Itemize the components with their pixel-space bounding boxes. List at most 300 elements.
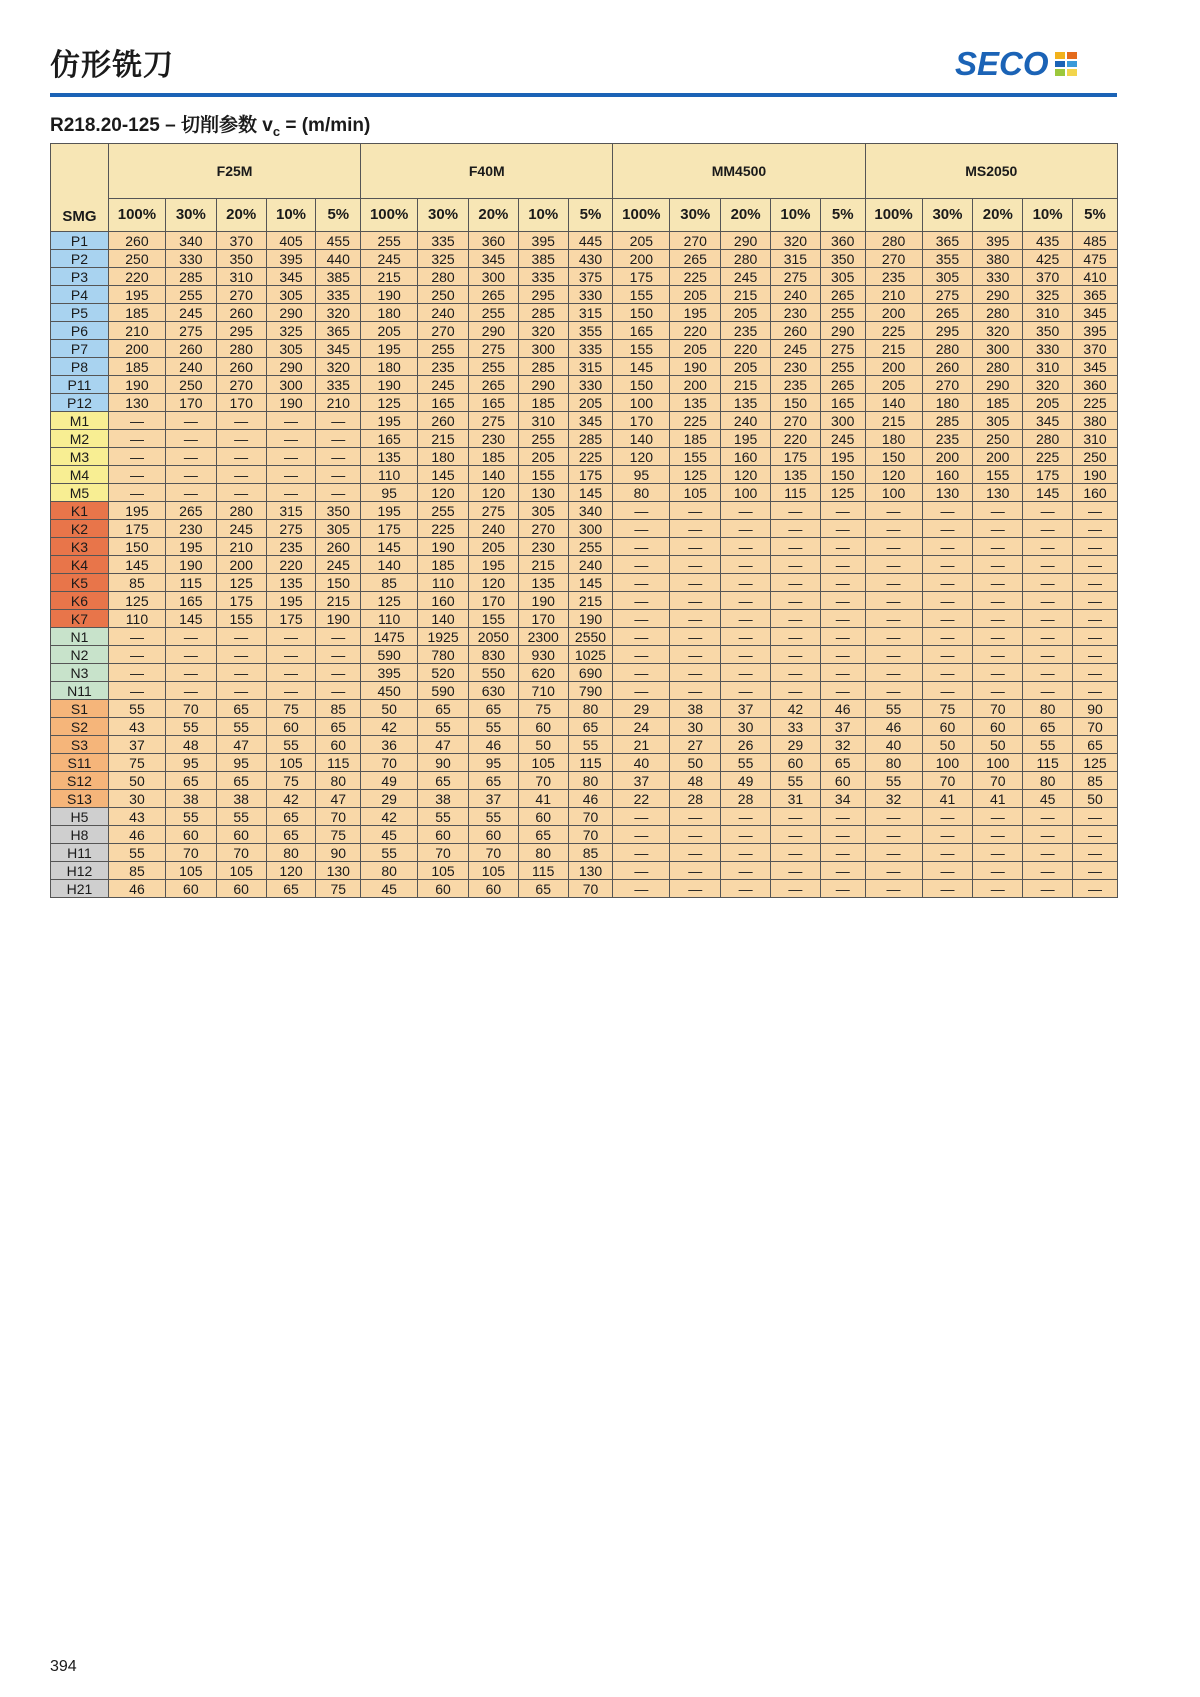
smg-cell: K3	[51, 538, 109, 556]
value-cell: 40	[865, 736, 922, 754]
value-cell: 43	[108, 718, 165, 736]
value-cell: —	[1023, 682, 1073, 700]
value-cell: 55	[361, 844, 418, 862]
value-cell: —	[670, 880, 721, 898]
value-cell: 255	[418, 502, 469, 520]
value-cell: 260	[108, 232, 165, 250]
percent-header: 20%	[468, 199, 518, 232]
value-cell: 65	[165, 772, 216, 790]
group-header: F40M	[361, 144, 613, 199]
smg-cell: M3	[51, 448, 109, 466]
value-cell: 85	[108, 862, 165, 880]
value-cell: 255	[518, 430, 568, 448]
table-row	[51, 646, 1118, 664]
value-cell: —	[771, 628, 821, 646]
value-cell: 290	[518, 376, 568, 394]
value-cell: —	[316, 466, 361, 484]
value-cell: 220	[266, 556, 316, 574]
value-cell: 46	[568, 790, 613, 808]
value-cell: 80	[1023, 772, 1073, 790]
value-cell: 190	[1073, 466, 1118, 484]
smg-cell: K5	[51, 574, 109, 592]
value-cell: —	[1023, 844, 1073, 862]
value-cell: 290	[973, 286, 1023, 304]
value-cell: —	[670, 610, 721, 628]
value-cell: —	[216, 664, 266, 682]
value-cell: 60	[418, 880, 469, 898]
value-cell: 205	[721, 358, 771, 376]
value-cell: —	[670, 574, 721, 592]
value-cell: 70	[361, 754, 418, 772]
value-cell: —	[670, 538, 721, 556]
value-cell: —	[670, 592, 721, 610]
value-cell: 1475	[361, 628, 418, 646]
value-cell: —	[1023, 556, 1073, 574]
value-cell: 75	[266, 700, 316, 718]
value-cell: —	[721, 682, 771, 700]
value-cell: 295	[518, 286, 568, 304]
value-cell: 225	[1073, 394, 1118, 412]
value-cell: 100	[973, 754, 1023, 772]
value-cell: 205	[361, 322, 418, 340]
value-cell: —	[820, 538, 865, 556]
value-cell: —	[820, 646, 865, 664]
smg-cell: S3	[51, 736, 109, 754]
value-cell: 255	[568, 538, 613, 556]
table-head	[51, 144, 1118, 232]
smg-cell: N3	[51, 664, 109, 682]
value-cell: 335	[316, 376, 361, 394]
value-cell: 85	[568, 844, 613, 862]
value-cell: 230	[468, 430, 518, 448]
value-cell: —	[820, 574, 865, 592]
value-cell: 190	[165, 556, 216, 574]
value-cell: 29	[361, 790, 418, 808]
value-cell: —	[266, 682, 316, 700]
value-cell: —	[771, 646, 821, 664]
value-cell: 200	[865, 304, 922, 322]
value-cell: 46	[108, 826, 165, 844]
value-cell: 215	[721, 376, 771, 394]
value-cell: 270	[922, 376, 973, 394]
value-cell: 170	[518, 610, 568, 628]
value-cell: 205	[468, 538, 518, 556]
value-cell: 105	[418, 862, 469, 880]
value-cell: —	[316, 682, 361, 700]
value-cell: 130	[108, 394, 165, 412]
value-cell: 245	[771, 340, 821, 358]
percent-header: 5%	[316, 199, 361, 232]
value-cell: 225	[568, 448, 613, 466]
value-cell: 345	[568, 412, 613, 430]
smg-cell: N11	[51, 682, 109, 700]
value-cell: 285	[922, 412, 973, 430]
value-cell: 105	[165, 862, 216, 880]
value-cell: 190	[568, 610, 613, 628]
value-cell: 395	[1073, 322, 1118, 340]
value-cell: —	[721, 574, 771, 592]
value-cell: 150	[865, 448, 922, 466]
value-cell: 225	[865, 322, 922, 340]
value-cell: 65	[266, 826, 316, 844]
value-cell: 225	[418, 520, 469, 538]
value-cell: —	[771, 844, 821, 862]
value-cell: 690	[568, 664, 613, 682]
value-cell: 175	[1023, 466, 1073, 484]
value-cell: 200	[216, 556, 266, 574]
smg-cell: K6	[51, 592, 109, 610]
value-cell: 55	[108, 700, 165, 718]
value-cell: —	[316, 646, 361, 664]
value-cell: 155	[518, 466, 568, 484]
value-cell: —	[316, 484, 361, 502]
value-cell: —	[865, 682, 922, 700]
value-cell: 185	[468, 448, 518, 466]
value-cell: 305	[820, 268, 865, 286]
group-header: MS2050	[865, 144, 1117, 199]
value-cell: 245	[721, 268, 771, 286]
value-cell: 55	[865, 700, 922, 718]
value-cell: —	[613, 880, 670, 898]
value-cell: 175	[771, 448, 821, 466]
value-cell: 270	[670, 232, 721, 250]
value-cell: 175	[613, 268, 670, 286]
value-cell: 360	[468, 232, 518, 250]
value-cell: —	[316, 664, 361, 682]
value-cell: 100	[922, 754, 973, 772]
value-cell: 310	[518, 412, 568, 430]
value-cell: 630	[468, 682, 518, 700]
value-cell: 205	[670, 286, 721, 304]
value-cell: 265	[165, 502, 216, 520]
value-cell: 85	[1073, 772, 1118, 790]
value-cell: 145	[418, 466, 469, 484]
value-cell: —	[771, 574, 821, 592]
value-cell: 195	[361, 502, 418, 520]
table-subtitle	[50, 110, 370, 139]
value-cell: 370	[216, 232, 266, 250]
value-cell: —	[165, 448, 216, 466]
value-cell: 205	[1023, 394, 1073, 412]
value-cell: 190	[670, 358, 721, 376]
value-cell: 65	[316, 718, 361, 736]
value-cell: —	[922, 664, 973, 682]
smg-cell: H21	[51, 880, 109, 898]
value-cell: 350	[1023, 322, 1073, 340]
value-cell: 45	[1023, 790, 1073, 808]
value-cell: —	[973, 538, 1023, 556]
value-cell: 46	[468, 736, 518, 754]
value-cell: —	[165, 412, 216, 430]
value-cell: 180	[361, 358, 418, 376]
value-cell: 32	[865, 790, 922, 808]
value-cell: 240	[771, 286, 821, 304]
value-cell: 285	[568, 430, 613, 448]
value-cell: 590	[418, 682, 469, 700]
value-cell: 41	[973, 790, 1023, 808]
value-cell: 95	[216, 754, 266, 772]
value-cell: 170	[468, 592, 518, 610]
value-cell: 395	[518, 232, 568, 250]
value-cell: 90	[418, 754, 469, 772]
value-cell: 42	[771, 700, 821, 718]
value-cell: —	[670, 556, 721, 574]
value-cell: 48	[670, 772, 721, 790]
value-cell: 300	[468, 268, 518, 286]
value-cell: —	[216, 682, 266, 700]
table-row	[51, 232, 1118, 250]
value-cell: 55	[216, 808, 266, 826]
value-cell: —	[771, 610, 821, 628]
value-cell: 185	[418, 556, 469, 574]
value-cell: 60	[216, 880, 266, 898]
value-cell: 65	[468, 772, 518, 790]
value-cell: —	[108, 448, 165, 466]
value-cell: 200	[108, 340, 165, 358]
value-cell: 365	[316, 322, 361, 340]
logo-mark-icon	[1055, 52, 1077, 76]
percent-header: 30%	[670, 199, 721, 232]
smg-cell: N1	[51, 628, 109, 646]
value-cell: 26	[721, 736, 771, 754]
value-cell: 220	[771, 430, 821, 448]
value-cell: 55	[266, 736, 316, 754]
value-cell: —	[1023, 502, 1073, 520]
value-cell: —	[266, 628, 316, 646]
percent-header: 100%	[865, 199, 922, 232]
value-cell: 280	[865, 232, 922, 250]
value-cell: 95	[468, 754, 518, 772]
value-cell: 220	[670, 322, 721, 340]
value-cell: 305	[973, 412, 1023, 430]
value-cell: 205	[613, 232, 670, 250]
value-cell: 2300	[518, 628, 568, 646]
value-cell: 210	[216, 538, 266, 556]
value-cell: 150	[613, 376, 670, 394]
value-cell: 195	[468, 556, 518, 574]
value-cell: —	[771, 826, 821, 844]
value-cell: —	[670, 502, 721, 520]
value-cell: 140	[613, 430, 670, 448]
value-cell: —	[670, 682, 721, 700]
percent-header: 100%	[361, 199, 418, 232]
value-cell: 70	[1073, 718, 1118, 736]
value-cell: 300	[266, 376, 316, 394]
value-cell: 41	[518, 790, 568, 808]
value-cell: 70	[518, 772, 568, 790]
value-cell: —	[1073, 862, 1118, 880]
value-cell: 335	[418, 232, 469, 250]
value-cell: 230	[771, 358, 821, 376]
value-cell: —	[216, 448, 266, 466]
table-row	[51, 628, 1118, 646]
value-cell: 195	[361, 340, 418, 358]
value-cell: 310	[1023, 358, 1073, 376]
value-cell: 145	[361, 538, 418, 556]
value-cell: 37	[721, 700, 771, 718]
value-cell: —	[721, 502, 771, 520]
value-cell: 70	[973, 772, 1023, 790]
value-cell: 85	[361, 574, 418, 592]
value-cell: —	[670, 628, 721, 646]
value-cell: 275	[165, 322, 216, 340]
value-cell: 175	[361, 520, 418, 538]
value-cell: —	[865, 592, 922, 610]
page-number: 394	[50, 1658, 77, 1675]
value-cell: 405	[266, 232, 316, 250]
value-cell: —	[108, 628, 165, 646]
smg-cell: K1	[51, 502, 109, 520]
value-cell: 75	[108, 754, 165, 772]
value-cell: —	[1073, 610, 1118, 628]
smg-cell: K2	[51, 520, 109, 538]
value-cell: —	[108, 646, 165, 664]
value-cell: 280	[973, 304, 1023, 322]
value-cell: —	[165, 466, 216, 484]
value-cell: —	[721, 628, 771, 646]
value-cell: 215	[865, 412, 922, 430]
value-cell: —	[266, 646, 316, 664]
value-cell: 65	[418, 700, 469, 718]
value-cell: 255	[468, 304, 518, 322]
value-cell: 190	[361, 286, 418, 304]
value-cell: 190	[316, 610, 361, 628]
percent-header: 30%	[165, 199, 216, 232]
value-cell: —	[771, 664, 821, 682]
value-cell: 275	[922, 286, 973, 304]
value-cell: 280	[418, 268, 469, 286]
value-cell: 255	[418, 340, 469, 358]
value-cell: 205	[865, 376, 922, 394]
value-cell: 215	[721, 286, 771, 304]
value-cell: —	[1023, 808, 1073, 826]
value-cell: 250	[418, 286, 469, 304]
value-cell: 455	[316, 232, 361, 250]
value-cell: —	[771, 682, 821, 700]
smg-cell: P4	[51, 286, 109, 304]
value-cell: —	[266, 466, 316, 484]
value-cell: 165	[165, 592, 216, 610]
value-cell: 145	[108, 556, 165, 574]
value-cell: 355	[568, 322, 613, 340]
value-cell: —	[820, 502, 865, 520]
value-cell: 47	[316, 790, 361, 808]
value-cell: 190	[266, 394, 316, 412]
value-cell: 165	[613, 322, 670, 340]
value-cell: —	[721, 862, 771, 880]
value-cell: 60	[518, 718, 568, 736]
value-cell: 170	[216, 394, 266, 412]
table-body	[51, 232, 1118, 898]
percent-header: 30%	[418, 199, 469, 232]
value-cell: 360	[820, 232, 865, 250]
value-cell: —	[973, 610, 1023, 628]
value-cell: 190	[418, 538, 469, 556]
value-cell: 270	[518, 520, 568, 538]
value-cell: 255	[820, 304, 865, 322]
value-cell: —	[865, 502, 922, 520]
value-cell: 32	[820, 736, 865, 754]
value-cell: 445	[568, 232, 613, 250]
value-cell: 270	[216, 286, 266, 304]
value-cell: 105	[670, 484, 721, 502]
value-cell: 215	[568, 592, 613, 610]
value-cell: 200	[922, 448, 973, 466]
value-cell: 145	[568, 574, 613, 592]
value-cell: 340	[165, 232, 216, 250]
value-cell: —	[1023, 646, 1073, 664]
value-cell: 100	[721, 484, 771, 502]
value-cell: —	[771, 880, 821, 898]
value-cell: 325	[1023, 286, 1073, 304]
value-cell: 190	[108, 376, 165, 394]
value-cell: —	[1023, 880, 1073, 898]
table-row	[51, 574, 1118, 592]
value-cell: 27	[670, 736, 721, 754]
table-row	[51, 718, 1118, 736]
percent-header: 10%	[1023, 199, 1073, 232]
value-cell: 60	[216, 826, 266, 844]
value-cell: 46	[865, 718, 922, 736]
value-cell: 235	[865, 268, 922, 286]
smg-cell: H12	[51, 862, 109, 880]
percent-header: 5%	[820, 199, 865, 232]
value-cell: —	[865, 844, 922, 862]
value-cell: 290	[266, 358, 316, 376]
value-cell: 165	[418, 394, 469, 412]
smg-cell: S11	[51, 754, 109, 772]
value-cell: 330	[568, 376, 613, 394]
table-row	[51, 736, 1118, 754]
percent-header: 100%	[108, 199, 165, 232]
value-cell: —	[820, 664, 865, 682]
value-cell: 130	[922, 484, 973, 502]
value-cell: 245	[418, 376, 469, 394]
value-cell: 70	[316, 808, 361, 826]
value-cell: —	[721, 610, 771, 628]
value-cell: —	[1073, 502, 1118, 520]
value-cell: 305	[518, 502, 568, 520]
value-cell: —	[820, 880, 865, 898]
value-cell: 385	[518, 250, 568, 268]
value-cell: —	[216, 484, 266, 502]
value-cell: —	[771, 592, 821, 610]
value-cell: 590	[361, 646, 418, 664]
value-cell: 365	[1073, 286, 1118, 304]
value-cell: —	[922, 844, 973, 862]
value-cell: 260	[165, 340, 216, 358]
smg-cell: P6	[51, 322, 109, 340]
value-cell: 345	[1073, 358, 1118, 376]
value-cell: 165	[361, 430, 418, 448]
table-row	[51, 394, 1118, 412]
value-cell: —	[266, 664, 316, 682]
value-cell: 150	[316, 574, 361, 592]
value-cell: —	[1023, 628, 1073, 646]
value-cell: 185	[108, 358, 165, 376]
value-cell: —	[820, 520, 865, 538]
value-cell: 215	[518, 556, 568, 574]
value-cell: 175	[216, 592, 266, 610]
value-cell: 120	[418, 484, 469, 502]
percent-header: 10%	[518, 199, 568, 232]
value-cell: —	[922, 628, 973, 646]
table-row	[51, 286, 1118, 304]
value-cell: —	[922, 862, 973, 880]
percent-header: 20%	[973, 199, 1023, 232]
value-cell: 180	[865, 430, 922, 448]
value-cell: 265	[670, 250, 721, 268]
